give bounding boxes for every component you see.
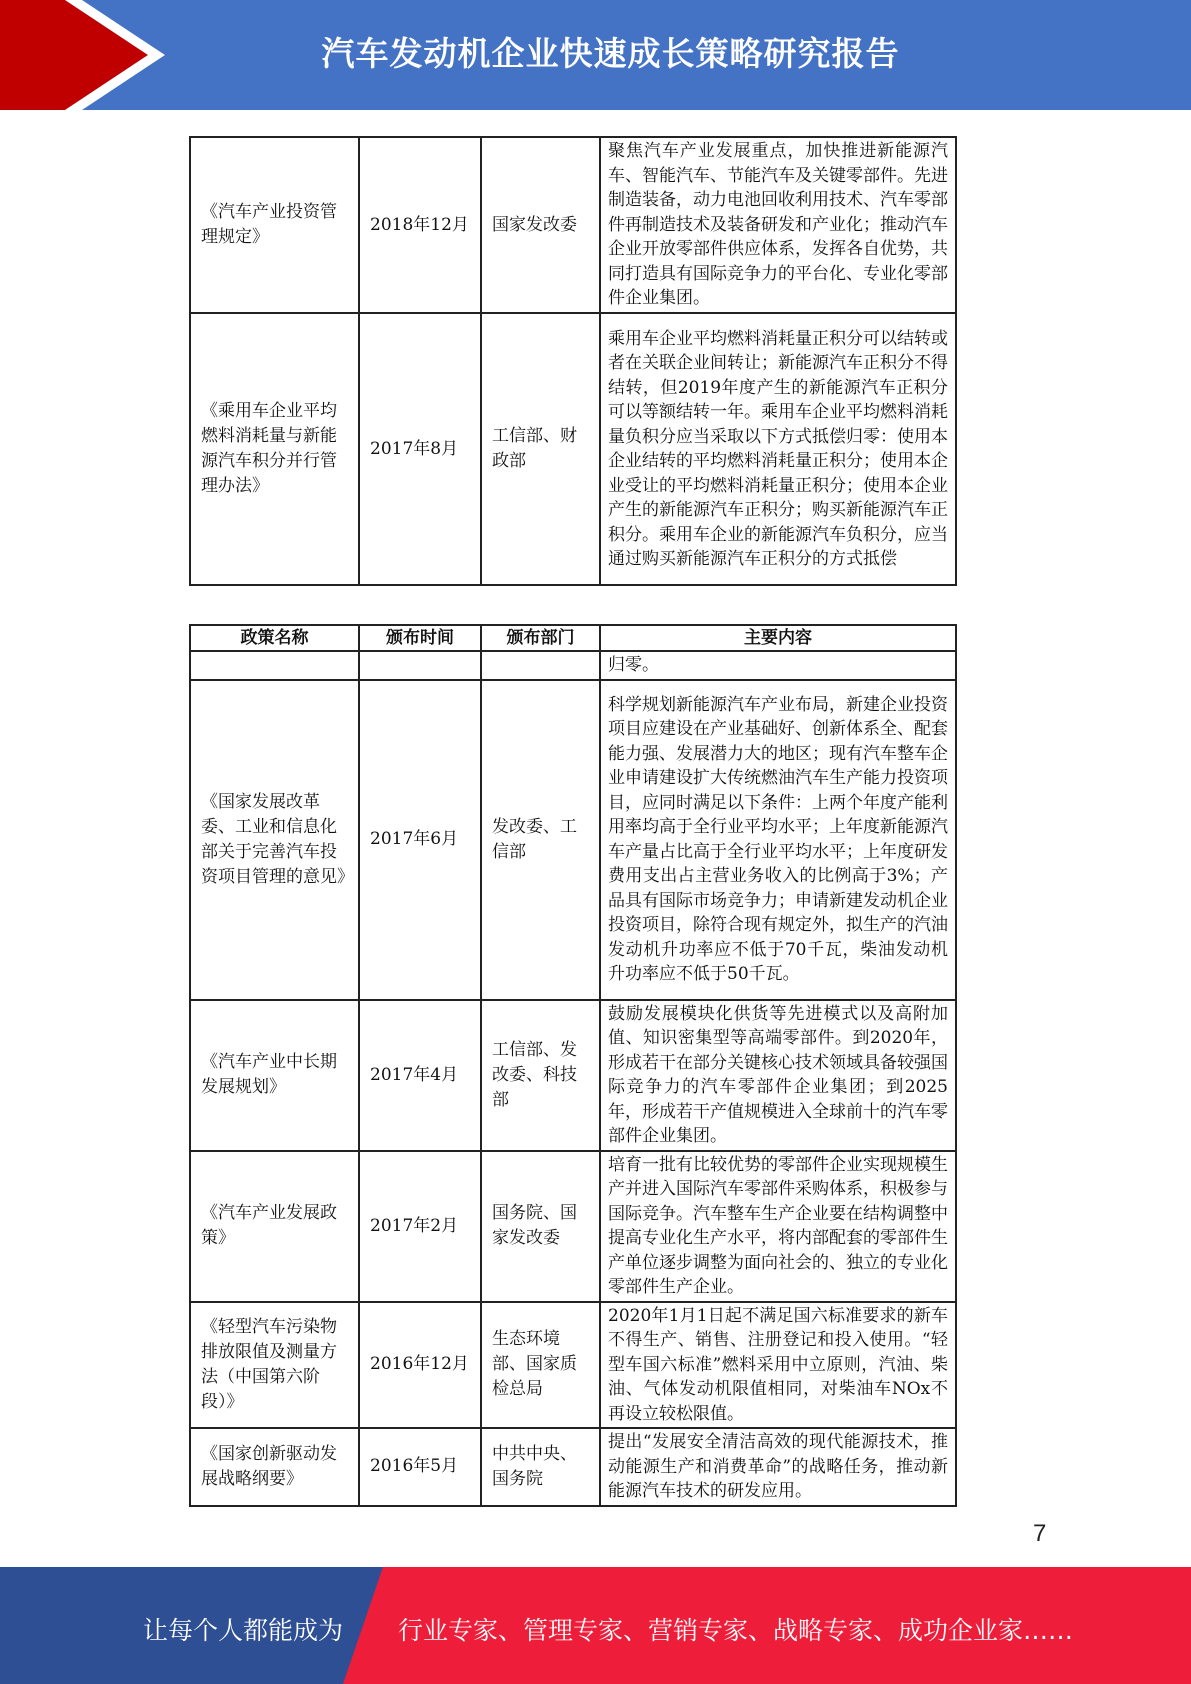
page-footer <box>0 1567 1191 1684</box>
policy-name-cell: 《汽车产业发展政策》 <box>190 1151 359 1302</box>
policy-name-cell: 《国家发展改革委、工业和信息化部关于完善汽车投资项目管理的意见》 <box>190 680 359 1000</box>
policy-date-cell: 2017年4月 <box>359 1000 481 1151</box>
policy-content-cell: 培育一批有比较优势的零部件企业实现规模生产并进入国际汽车零部件采购体系，积极参与国际竞争。汽车整车生产企业要在结构调整中提高专业化生产水平，将内部配套的零部件生产单位逐步调整为面向社会的、独立的专业化零部件生产企业。 <box>600 1151 956 1302</box>
policy-table-continued <box>189 136 957 586</box>
table-row <box>190 651 956 680</box>
policy-content-cell: 聚焦汽车产业发展重点，加快推进新能源汽车、智能汽车、节能汽车及关键零部件。先进制造装备，动力电池回收利用技术、汽车零部件再制造技术及装备研发和产业化；推动汽车企业开放零部件供应体系，发挥各自优势，共同打造具有国际竞争力的平台化、专业化零部件企业集团。 <box>600 137 956 313</box>
policy-name-cell: 《汽车产业中长期发展规划》 <box>190 1000 359 1151</box>
footer-slogan-right: 行业专家、管理专家、营销专家、战略专家、成功企业家…… <box>398 1616 1074 1645</box>
policy-date-cell: 2017年8月 <box>359 313 481 585</box>
policy-date-cell: 2017年2月 <box>359 1151 481 1302</box>
policy-name-cell: 《国家创新驱动发展战略纲要》 <box>190 1428 359 1506</box>
table-row <box>190 1000 956 1151</box>
policy-content-cell: 2020年1月1日起不满足国六标准要求的新车不得生产、销售、注册登记和投入使用。“轻型车国六标准”燃料采用中立原则，汽油、柴油、气体发动机限值相同，对柴油车NOx不再设立较松限值。 <box>600 1302 956 1429</box>
column-header: 政策名称 <box>190 625 359 651</box>
policy-dept-cell: 国务院、国家发改委 <box>481 1151 600 1302</box>
policy-date-cell: 2018年12月 <box>359 137 481 313</box>
policy-dept-cell: 工信部、财政部 <box>481 313 600 585</box>
table-row <box>190 680 956 1000</box>
page-header <box>0 0 1191 110</box>
column-header: 颁布时间 <box>359 625 481 651</box>
footer-slogan-left: 让每个人都能成为 <box>143 1616 344 1645</box>
table-row <box>190 137 956 313</box>
policy-content-cell: 提出“发展安全清洁高效的现代能源技术，推动能源生产和消费革命”的战略任务，推动新能源汽车技术的研发应用。 <box>600 1428 956 1506</box>
policy-content-cell: 乘用车企业平均燃料消耗量正积分可以结转或者在关联企业间转让；新能源汽车正积分不得结转，但2019年度产生的新能源汽车正积分可以等额结转一年。乘用车企业平均燃料消耗量负积分应当采取以下方式抵偿归零：使用本企业结转的平均燃料消耗量正积分；使用本企业受让的平均燃料消耗量正积分；使用本企业产生的新能源汽车正积分；购买新能源汽车正积分。乘用车企业的新能源汽车负积分，应当通过购买新能源汽车正积分的方式抵偿 <box>600 313 956 585</box>
policy-dept-cell: 国家发改委 <box>481 137 600 313</box>
table-row <box>190 1151 956 1302</box>
table-row <box>190 313 956 585</box>
column-header: 主要内容 <box>600 625 956 651</box>
policy-content-cell: 鼓励发展模块化供货等先进模式以及高附加值、知识密集型等高端零部件。到2020年，形成若干在部分关键核心技术领域具备较强国际竞争力的汽车零部件企业集团；到2025年，形成若干产值规模进入全球前十的汽车零部件企业集团。 <box>600 1000 956 1151</box>
policy-name-cell: 《轻型汽车污染物排放限值及测量方法（中国第六阶段）》 <box>190 1302 359 1429</box>
table-header-row <box>190 625 956 651</box>
policy-dept-cell: 中共中央、国务院 <box>481 1428 600 1506</box>
page-number: 7 <box>1033 1520 1047 1547</box>
policy-date-cell: 2016年5月 <box>359 1428 481 1506</box>
policy-name-cell: 《乘用车企业平均燃料消耗量与新能源汽车积分并行管理办法》 <box>190 313 359 585</box>
policy-dept-cell: 工信部、发改委、科技部 <box>481 1000 600 1151</box>
policy-dept-cell: 发改委、工信部 <box>481 680 600 1000</box>
policy-table-main <box>189 624 957 1507</box>
policy-content-cell: 科学规划新能源汽车产业布局，新建企业投资项目应建设在产业基础好、创新体系全、配套能力强、发展潜力大的地区；现有汽车整车企业申请建设扩大传统燃油汽车生产能力投资项目，应同时满足以下条件：上两个年度产能利用率均高于全行业平均水平；上年度新能源汽车产量占比高于全行业平均水平；上年度研发费用支出占主营业务收入的比例高于3%；产品具有国际市场竞争力；申请新建发动机企业投资项目，除符合现有规定外，拟生产的汽油发动机升功率应不低于70千瓦，柴油发动机升功率应不低于50千瓦。 <box>600 680 956 1000</box>
policy-date-cell: 2016年12月 <box>359 1302 481 1429</box>
table-row <box>190 1302 956 1429</box>
report-title: 汽车发动机企业快速成长策略研究报告 <box>321 34 900 73</box>
policy-content-cell: 归零。 <box>600 651 956 680</box>
column-header: 颁布部门 <box>481 625 600 651</box>
policy-name-cell: 《汽车产业投资管理规定》 <box>190 137 359 313</box>
policy-dept-cell: 生态环境部、国家质检总局 <box>481 1302 600 1429</box>
policy-date-cell: 2017年6月 <box>359 680 481 1000</box>
table-row <box>190 1428 956 1506</box>
